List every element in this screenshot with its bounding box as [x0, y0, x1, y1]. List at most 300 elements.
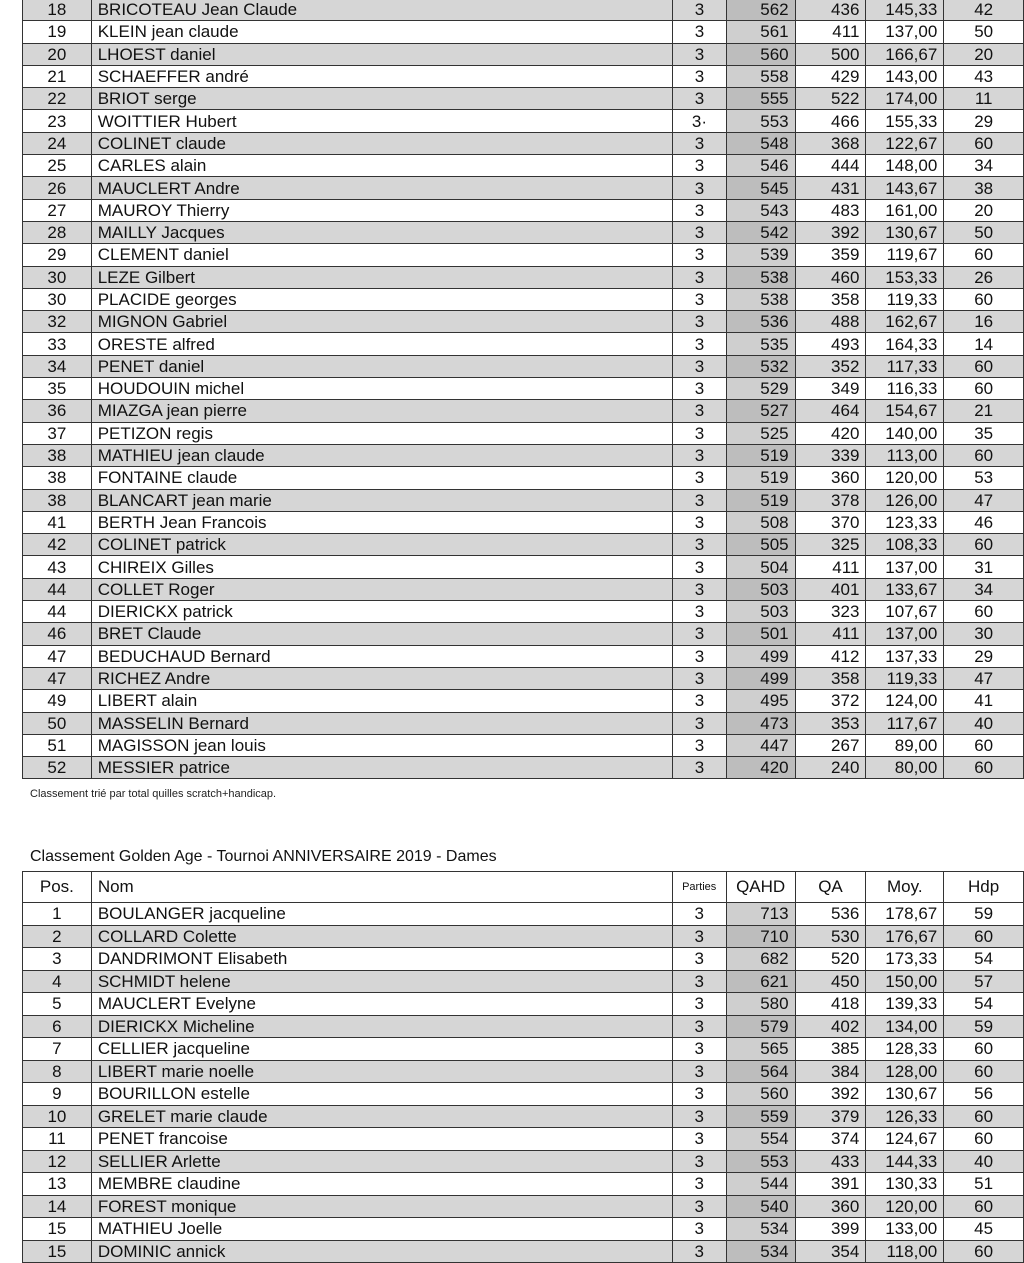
table-row [23, 400, 1024, 422]
name-cell: BLANCART jean marie [91, 489, 672, 511]
name-cell: SCHMIDT helene [91, 970, 672, 993]
qahd-cell: 447 [726, 734, 795, 756]
moy-cell: 89,00 [866, 734, 944, 756]
qa-cell: 267 [795, 734, 866, 756]
parties-cell: 3 [673, 534, 727, 556]
qahd-cell: 682 [726, 948, 795, 971]
men-ranking-body [23, 0, 1024, 779]
parties-cell: 3 [673, 645, 727, 667]
moy-cell: 118,00 [866, 1240, 944, 1263]
pos-cell: 6 [23, 1015, 92, 1038]
moy-cell: 130,67 [866, 1083, 944, 1106]
qa-cell: 353 [795, 712, 866, 734]
moy-cell: 162,67 [866, 311, 944, 333]
parties-cell: 3 [672, 1038, 726, 1061]
moy-cell: 130,33 [866, 1173, 944, 1196]
parties-cell: 3 [673, 288, 727, 310]
qa-cell: 420 [795, 422, 866, 444]
moy-cell: 128,33 [866, 1038, 944, 1061]
hdp-cell: 16 [944, 311, 1024, 333]
table-row [23, 489, 1024, 511]
table-row [23, 970, 1024, 993]
qa-cell: 358 [795, 667, 866, 689]
pos-cell: 8 [23, 1060, 92, 1083]
moy-cell: 133,67 [866, 578, 944, 600]
parties-cell: 3 [673, 199, 727, 221]
qa-cell: 402 [795, 1015, 866, 1038]
hdp-cell: 54 [944, 993, 1024, 1016]
table-row [23, 903, 1024, 926]
name-cell: BEDUCHAUD Bernard [91, 645, 672, 667]
parties-cell: 3 [672, 1218, 726, 1241]
table-row [23, 734, 1024, 756]
hdp-cell: 60 [944, 1105, 1024, 1128]
parties-cell: 3 [673, 757, 727, 779]
name-cell: KLEIN jean claude [91, 21, 672, 43]
pos-cell: 51 [23, 734, 92, 756]
moy-cell: 153,33 [866, 266, 944, 288]
hdp-cell: 38 [944, 177, 1024, 199]
parties-cell: 3 [673, 444, 727, 466]
moy-cell: 116,33 [866, 378, 944, 400]
qahd-cell: 565 [726, 1038, 795, 1061]
parties-cell: 3 [673, 221, 727, 243]
table-row [23, 177, 1024, 199]
name-cell: LHOEST daniel [91, 43, 672, 65]
table-row [23, 266, 1024, 288]
qa-cell: 412 [795, 645, 866, 667]
name-cell: BOULANGER jacqueline [91, 903, 672, 926]
name-cell: COLINET patrick [91, 534, 672, 556]
qahd-cell: 543 [726, 199, 795, 221]
qahd-cell: 473 [726, 712, 795, 734]
moy-cell: 80,00 [866, 757, 944, 779]
pos-cell: 28 [23, 221, 92, 243]
qahd-cell: 548 [726, 132, 795, 154]
qahd-cell: 519 [726, 489, 795, 511]
qahd-cell: 546 [726, 155, 795, 177]
parties-cell: 3 [673, 378, 727, 400]
qahd-cell: 499 [726, 667, 795, 689]
name-cell: DANDRIMONT Elisabeth [91, 948, 672, 971]
qahd-cell: 553 [726, 110, 795, 132]
pos-cell: 36 [23, 400, 92, 422]
hdp-cell: 56 [944, 1083, 1024, 1106]
table-row [23, 1240, 1024, 1263]
name-cell: CLEMENT daniel [91, 244, 672, 266]
parties-cell: 3 [672, 948, 726, 971]
parties-cell: 3 [672, 925, 726, 948]
name-cell: PENET daniel [91, 355, 672, 377]
name-cell: CARLES alain [91, 155, 672, 177]
parties-cell: 3 [673, 690, 727, 712]
moy-cell: 124,00 [866, 690, 944, 712]
qahd-cell: 495 [726, 690, 795, 712]
qa-cell: 483 [795, 199, 866, 221]
qa-cell: 444 [795, 155, 866, 177]
moy-cell: 140,00 [866, 422, 944, 444]
header-qahd: QAHD [726, 872, 795, 903]
table-row [23, 1083, 1024, 1106]
qahd-cell: 542 [726, 221, 795, 243]
name-cell: DIERICKX patrick [91, 601, 672, 623]
qa-cell: 384 [795, 1060, 866, 1083]
qa-cell: 411 [795, 623, 866, 645]
name-cell: MIGNON Gabriel [91, 311, 672, 333]
qa-cell: 401 [795, 578, 866, 600]
table-row [23, 712, 1024, 734]
qa-cell: 352 [795, 355, 866, 377]
qa-cell: 488 [795, 311, 866, 333]
pos-cell: 15 [23, 1240, 92, 1263]
pos-cell: 34 [23, 355, 92, 377]
parties-cell: 3 [673, 132, 727, 154]
pos-cell: 32 [23, 311, 92, 333]
hdp-cell: 45 [944, 1218, 1024, 1241]
table-row [23, 422, 1024, 444]
name-cell: SCHAEFFER andré [91, 65, 672, 87]
parties-cell: 3 [673, 21, 727, 43]
table-row [23, 221, 1024, 243]
table-row [23, 1173, 1024, 1196]
moy-cell: 166,67 [866, 43, 944, 65]
hdp-cell: 29 [944, 645, 1024, 667]
hdp-cell: 60 [944, 1038, 1024, 1061]
dames-table-title: Classement Golden Age - Tournoi ANNIVERSAIRE 2019 - Dames [30, 848, 497, 865]
name-cell: CHIREIX Gilles [91, 556, 672, 578]
moy-cell: 126,33 [866, 1105, 944, 1128]
table-row [23, 534, 1024, 556]
moy-cell: 117,33 [866, 355, 944, 377]
table-row [23, 0, 1024, 21]
moy-cell: 117,67 [866, 712, 944, 734]
name-cell: MAUCLERT Andre [91, 177, 672, 199]
qa-cell: 399 [795, 1218, 866, 1241]
qa-cell: 411 [795, 21, 866, 43]
hdp-cell: 42 [944, 0, 1024, 21]
qahd-cell: 535 [726, 333, 795, 355]
hdp-cell: 34 [944, 155, 1024, 177]
pos-cell: 43 [23, 556, 92, 578]
moy-cell: 154,67 [866, 400, 944, 422]
moy-cell: 161,00 [866, 199, 944, 221]
qahd-cell: 561 [726, 21, 795, 43]
name-cell: MAGISSON jean louis [91, 734, 672, 756]
hdp-cell: 53 [944, 467, 1024, 489]
table-row [23, 948, 1024, 971]
qa-cell: 358 [795, 288, 866, 310]
hdp-cell: 47 [944, 667, 1024, 689]
moy-cell: 119,33 [866, 667, 944, 689]
qahd-cell: 558 [726, 65, 795, 87]
parties-cell: 3 [672, 1083, 726, 1106]
parties-cell: 3 [673, 489, 727, 511]
hdp-cell: 60 [944, 1240, 1024, 1263]
table-row [23, 132, 1024, 154]
parties-cell: 3 [673, 511, 727, 533]
moy-cell: 119,67 [866, 244, 944, 266]
qa-cell: 374 [795, 1128, 866, 1151]
qa-cell: 466 [795, 110, 866, 132]
name-cell: PLACIDE georges [91, 288, 672, 310]
hdp-cell: 29 [944, 110, 1024, 132]
pos-cell: 44 [23, 578, 92, 600]
table-row [23, 1218, 1024, 1241]
name-cell: CELLIER jacqueline [91, 1038, 672, 1061]
name-cell: BOURILLON estelle [91, 1083, 672, 1106]
parties-cell: 3 [673, 667, 727, 689]
name-cell: HOUDOUIN michel [91, 378, 672, 400]
table-row [23, 43, 1024, 65]
hdp-cell: 60 [944, 1060, 1024, 1083]
name-cell: ORESTE alfred [91, 333, 672, 355]
hdp-cell: 60 [944, 734, 1024, 756]
name-cell: WOITTIER Hubert [91, 110, 672, 132]
table-row [23, 21, 1024, 43]
pos-cell: 42 [23, 534, 92, 556]
parties-cell: 3 [673, 333, 727, 355]
qa-cell: 240 [795, 757, 866, 779]
qa-cell: 450 [795, 970, 866, 993]
moy-cell: 137,00 [866, 556, 944, 578]
pos-cell: 41 [23, 511, 92, 533]
table-row [23, 199, 1024, 221]
pos-cell: 15 [23, 1218, 92, 1241]
qahd-cell: 536 [726, 311, 795, 333]
table-row [23, 1060, 1024, 1083]
parties-cell: 3 [673, 734, 727, 756]
moy-cell: 120,00 [866, 1195, 944, 1218]
table-row [23, 601, 1024, 623]
qahd-cell: 539 [726, 244, 795, 266]
table-row [23, 88, 1024, 110]
table-row [23, 757, 1024, 779]
pos-cell: 2 [23, 925, 92, 948]
moy-cell: 139,33 [866, 993, 944, 1016]
qahd-cell: 519 [726, 444, 795, 466]
qahd-cell: 560 [726, 1083, 795, 1106]
pos-cell: 46 [23, 623, 92, 645]
header-qa: QA [795, 872, 866, 903]
hdp-cell: 60 [944, 601, 1024, 623]
hdp-cell: 50 [944, 221, 1024, 243]
moy-cell: 150,00 [866, 970, 944, 993]
moy-cell: 107,67 [866, 601, 944, 623]
parties-cell: 3 [673, 355, 727, 377]
qa-cell: 325 [795, 534, 866, 556]
name-cell: SELLIER Arlette [91, 1150, 672, 1173]
qa-cell: 436 [795, 0, 866, 21]
qa-cell: 385 [795, 1038, 866, 1061]
table-row [23, 623, 1024, 645]
table-row [23, 993, 1024, 1016]
moy-cell: 128,00 [866, 1060, 944, 1083]
moy-cell: 124,67 [866, 1128, 944, 1151]
parties-cell: 3· [673, 110, 727, 132]
qa-cell: 520 [795, 948, 866, 971]
hdp-cell: 60 [944, 444, 1024, 466]
parties-cell: 3 [673, 623, 727, 645]
hdp-cell: 60 [944, 1128, 1024, 1151]
moy-cell: 134,00 [866, 1015, 944, 1038]
name-cell: MASSELIN Bernard [91, 712, 672, 734]
parties-cell: 3 [672, 1128, 726, 1151]
table-row [23, 667, 1024, 689]
table-row [23, 378, 1024, 400]
moy-cell: 145,33 [866, 0, 944, 21]
pos-cell: 3 [23, 948, 92, 971]
qahd-cell: 508 [726, 511, 795, 533]
pos-cell: 26 [23, 177, 92, 199]
moy-cell: 143,67 [866, 177, 944, 199]
hdp-cell: 47 [944, 489, 1024, 511]
moy-cell: 123,33 [866, 511, 944, 533]
qahd-cell: 527 [726, 400, 795, 422]
name-cell: RICHEZ Andre [91, 667, 672, 689]
qahd-cell: 519 [726, 467, 795, 489]
parties-cell: 3 [672, 1060, 726, 1083]
parties-cell: 3 [673, 422, 727, 444]
table-row [23, 333, 1024, 355]
table-row [23, 1150, 1024, 1173]
qa-cell: 418 [795, 993, 866, 1016]
qahd-cell: 420 [726, 757, 795, 779]
moy-cell: 155,33 [866, 110, 944, 132]
parties-cell: 3 [672, 1150, 726, 1173]
hdp-cell: 60 [944, 1195, 1024, 1218]
pos-cell: 25 [23, 155, 92, 177]
pos-cell: 9 [23, 1083, 92, 1106]
table-row [23, 1128, 1024, 1151]
pos-cell: 5 [23, 993, 92, 1016]
hdp-cell: 60 [944, 355, 1024, 377]
qahd-cell: 554 [726, 1128, 795, 1151]
hdp-cell: 26 [944, 266, 1024, 288]
pos-cell: 12 [23, 1150, 92, 1173]
moy-cell: 178,67 [866, 903, 944, 926]
qa-cell: 379 [795, 1105, 866, 1128]
pos-cell: 44 [23, 601, 92, 623]
qahd-cell: 545 [726, 177, 795, 199]
name-cell: LEZE Gilbert [91, 266, 672, 288]
table-row [23, 311, 1024, 333]
qahd-cell: 544 [726, 1173, 795, 1196]
parties-cell: 3 [673, 65, 727, 87]
name-cell: BERTH Jean Francois [91, 511, 672, 533]
parties-cell: 3 [673, 244, 727, 266]
name-cell: DIERICKX Micheline [91, 1015, 672, 1038]
qahd-cell: 505 [726, 534, 795, 556]
pos-cell: 33 [23, 333, 92, 355]
table-row [23, 244, 1024, 266]
parties-cell: 3 [673, 400, 727, 422]
qahd-cell: 532 [726, 355, 795, 377]
moy-cell: 120,00 [866, 467, 944, 489]
table-row [23, 288, 1024, 310]
parties-cell: 3 [672, 1173, 726, 1196]
parties-cell: 3 [673, 266, 727, 288]
qa-cell: 359 [795, 244, 866, 266]
name-cell: MEMBRE claudine [91, 1173, 672, 1196]
qa-cell: 464 [795, 400, 866, 422]
parties-cell: 3 [673, 601, 727, 623]
table-row [23, 110, 1024, 132]
qa-cell: 530 [795, 925, 866, 948]
table-row [23, 1105, 1024, 1128]
parties-cell: 3 [673, 88, 727, 110]
pos-cell: 29 [23, 244, 92, 266]
name-cell: DOMINIC annick [91, 1240, 672, 1263]
header-nom: Nom [91, 872, 672, 903]
name-cell: MESSIER patrice [91, 757, 672, 779]
hdp-cell: 43 [944, 65, 1024, 87]
pos-cell: 20 [23, 43, 92, 65]
pos-cell: 1 [23, 903, 92, 926]
qahd-cell: 538 [726, 266, 795, 288]
pos-cell: 23 [23, 110, 92, 132]
name-cell: PENET francoise [91, 1128, 672, 1151]
moy-cell: 148,00 [866, 155, 944, 177]
pos-cell: 50 [23, 712, 92, 734]
hdp-cell: 11 [944, 88, 1024, 110]
pos-cell: 27 [23, 199, 92, 221]
hdp-cell: 21 [944, 400, 1024, 422]
moy-cell: 144,33 [866, 1150, 944, 1173]
hdp-cell: 59 [944, 1015, 1024, 1038]
qahd-cell: 503 [726, 601, 795, 623]
name-cell: FONTAINE claude [91, 467, 672, 489]
name-cell: COLLET Roger [91, 578, 672, 600]
parties-cell: 3 [673, 712, 727, 734]
parties-cell: 3 [673, 556, 727, 578]
pos-cell: 18 [23, 0, 92, 21]
qahd-cell: 553 [726, 1150, 795, 1173]
qa-cell: 339 [795, 444, 866, 466]
pos-cell: 7 [23, 1038, 92, 1061]
hdp-cell: 30 [944, 623, 1024, 645]
hdp-cell: 59 [944, 903, 1024, 926]
name-cell: BRICOTEAU Jean Claude [91, 0, 672, 21]
parties-cell: 3 [672, 1105, 726, 1128]
pos-cell: 10 [23, 1105, 92, 1128]
hdp-cell: 60 [944, 244, 1024, 266]
table-row [23, 355, 1024, 377]
parties-cell: 3 [673, 311, 727, 333]
qahd-cell: 559 [726, 1105, 795, 1128]
qa-cell: 500 [795, 43, 866, 65]
parties-cell: 3 [673, 0, 727, 21]
hdp-cell: 60 [944, 132, 1024, 154]
qa-cell: 392 [795, 1083, 866, 1106]
qa-cell: 493 [795, 333, 866, 355]
table-row [23, 65, 1024, 87]
table-row [23, 690, 1024, 712]
qa-cell: 370 [795, 511, 866, 533]
parties-cell: 3 [672, 993, 726, 1016]
name-cell: LIBERT marie noelle [91, 1060, 672, 1083]
moy-cell: 108,33 [866, 534, 944, 556]
moy-cell: 119,33 [866, 288, 944, 310]
qa-cell: 378 [795, 489, 866, 511]
parties-cell: 3 [673, 177, 727, 199]
hdp-cell: 50 [944, 21, 1024, 43]
header-row [23, 872, 1024, 903]
parties-cell: 3 [672, 1195, 726, 1218]
hdp-cell: 60 [944, 288, 1024, 310]
moy-cell: 126,00 [866, 489, 944, 511]
qa-cell: 372 [795, 690, 866, 712]
qa-cell: 392 [795, 221, 866, 243]
